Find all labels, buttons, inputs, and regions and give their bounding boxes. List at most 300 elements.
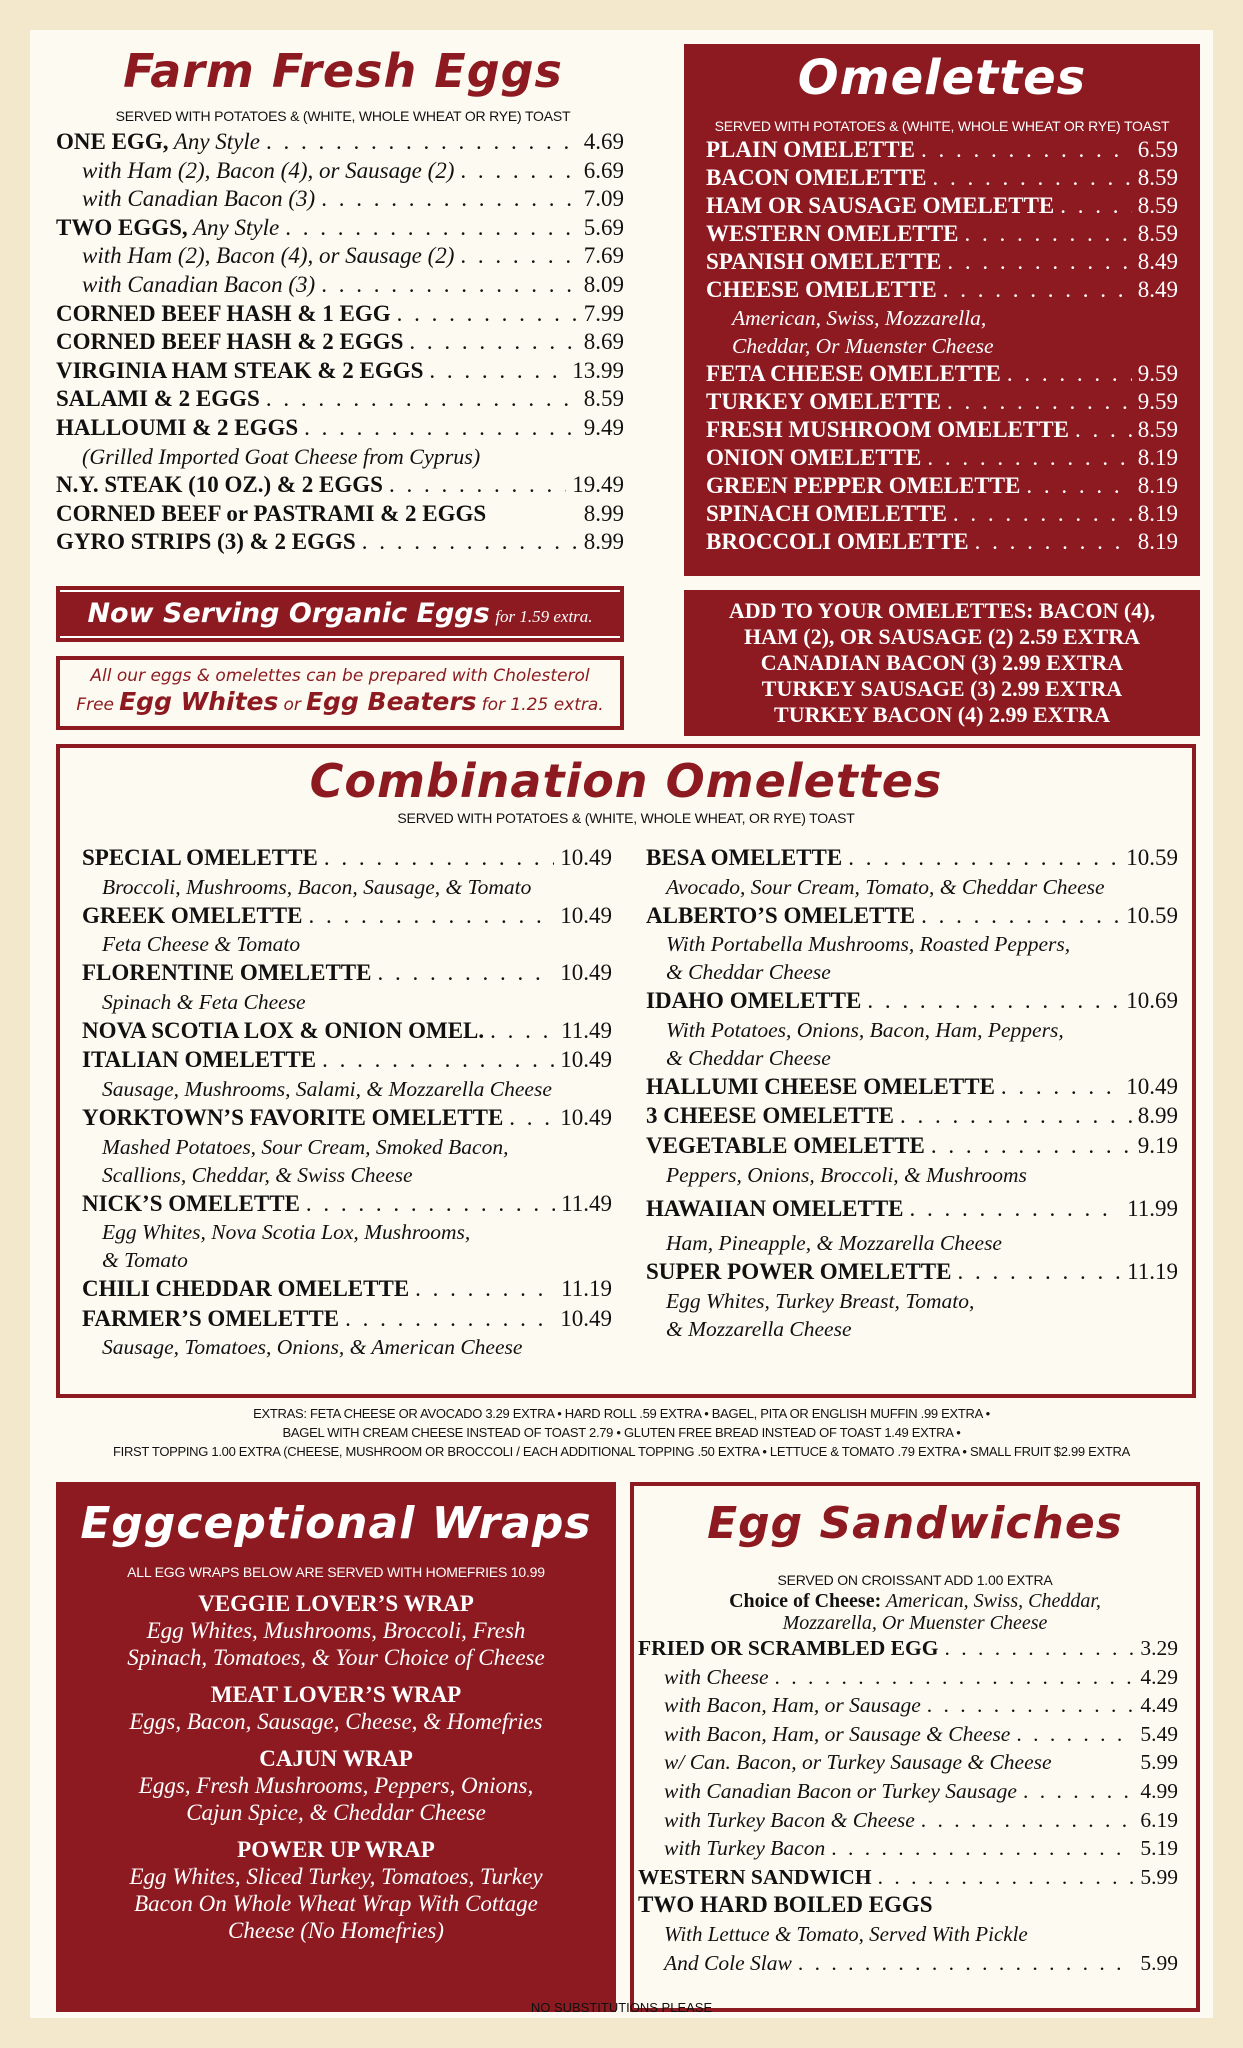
item-price: 11.49 — [561, 1017, 612, 1043]
wrap-description: Egg Whites, Mushrooms, Broccoli, Fresh — [146, 1618, 526, 1643]
leader-dots — [377, 959, 554, 988]
menu-item-row — [706, 220, 1178, 248]
menu-item-row — [638, 1777, 1178, 1806]
menu-item-row — [56, 414, 624, 443]
menu-item-row — [646, 987, 1178, 1016]
item-price: 11.49 — [561, 1190, 612, 1216]
menu-item-row — [56, 528, 624, 557]
leader-dots — [921, 1806, 1135, 1835]
item-title: N.Y. STEAK (10 OZ.) & 2 EGGS — [56, 472, 383, 498]
leader-dots — [964, 220, 1131, 248]
item-title: ONE EGG, — [56, 129, 169, 154]
item-name: SPANISH OMELETTE — [706, 249, 942, 274]
item-name: WESTERN OMELETTE — [706, 221, 959, 246]
add-on-line: TURKEY BACON (4) 2.99 EXTRA — [774, 702, 1110, 727]
leader-dots — [304, 414, 578, 443]
menu-item-row — [82, 1104, 612, 1133]
item-description: Mashed Potatoes, Sour Cream, Smoked Bacon, — [102, 1134, 509, 1159]
egg-sandwiches-section — [630, 1482, 1200, 2012]
item-price: 13.99 — [572, 357, 624, 383]
wrap-name: POWER UP WRAP — [237, 1837, 435, 1862]
choice-of-cheese-text-2: Mozzarella, Or Muenster Cheese — [782, 1612, 1048, 1634]
leader-dots — [1026, 472, 1131, 500]
item-price: 10.49 — [560, 845, 612, 870]
leader-dots — [1001, 1073, 1120, 1102]
leader-dots — [921, 136, 1132, 164]
item-description: Egg Whites, Turkey Breast, Tomato, — [666, 1288, 975, 1313]
item-name — [56, 357, 423, 386]
leader-dots — [1060, 192, 1132, 220]
combo-item — [82, 1104, 612, 1189]
item-name: BESA OMELETTE — [646, 845, 843, 870]
item-name: BACON OMELETTE — [706, 165, 927, 190]
item-title: SALAMI & 2 EGGS — [56, 386, 260, 412]
combination-subtitle: SERVED WITH POTATOES & (WHITE, WHOLE WHEAT, OR RYE) TOAST — [397, 810, 855, 826]
item-name: CHILI CHEDDAR OMELETTE — [82, 1276, 410, 1302]
item-price: 8.59 — [583, 386, 624, 412]
combo-item — [646, 987, 1178, 1072]
menu-item-row — [638, 1663, 1178, 1692]
wrap-name: CAJUN WRAP — [259, 1746, 413, 1771]
item-price: 8.69 — [583, 329, 624, 355]
item-description: & Cheddar Cheese — [666, 960, 831, 985]
item-description: Feta Cheese & Tomato — [102, 932, 301, 957]
item-name: YORKTOWN’S FAVORITE OMELETTE — [82, 1104, 504, 1130]
farm-fresh-eggs-title: Farm Fresh Eggs — [123, 44, 563, 98]
menu-item-row — [706, 416, 1178, 444]
egg-whites-free: Free — [76, 695, 114, 715]
menu-item-row — [646, 1132, 1178, 1161]
combo-item — [646, 1195, 1178, 1258]
extras-line: FIRST TOPPING 1.00 EXTRA (CHEESE, MUSHROOM OR BROCCOLI / EACH ADDITIONAL TOPPING .50 EXTRA • LETTUCE & TOMATO .79 EXTRA • SMALL FRUIT $2.99 EXTRA — [113, 1444, 1130, 1459]
leader-dots — [266, 385, 578, 414]
combination-omelettes-section — [56, 744, 1196, 1398]
item-title: CORNED BEEF HASH & 1 EGG — [56, 300, 391, 326]
item-price: 11.19 — [561, 1276, 612, 1302]
item-price: 10.49 — [560, 1047, 612, 1073]
item-description: American, Swiss, Mozzarella, — [732, 306, 987, 330]
leader-dots — [943, 276, 1132, 304]
item-description: With Potatoes, Onions, Bacon, Ham, Peppers, — [666, 1017, 1064, 1042]
leader-dots — [1016, 1720, 1134, 1749]
menu-item-row — [638, 1949, 1178, 1978]
wrap-description: Cajun Spice, & Cheddar Cheese — [186, 1800, 486, 1825]
combo-item — [646, 844, 1178, 901]
item-title: CORNED BEEF HASH & 2 EGGS — [56, 329, 404, 355]
wrap-name: MEAT LOVER’S WRAP — [210, 1682, 462, 1707]
menu-item-row — [646, 1195, 1178, 1224]
add-ons-box — [684, 590, 1200, 736]
menu-item-row — [646, 1073, 1178, 1102]
item-name: VEGETABLE OMELETTE — [646, 1132, 925, 1158]
leader-dots — [415, 1275, 555, 1304]
item-price: 8.99 — [1137, 1103, 1178, 1129]
leader-dots — [947, 248, 1131, 276]
item-name: GREEK OMELETTE — [82, 902, 303, 928]
menu-item-row — [706, 248, 1178, 276]
menu-item-row — [56, 357, 624, 386]
combo-item — [646, 1102, 1178, 1131]
item-description: Sausage, Mushrooms, Salami, & Mozzarella Cheese — [102, 1076, 552, 1101]
item-name: with Canadian Bacon or Turkey Sausage — [664, 1778, 1017, 1803]
leader-dots — [321, 271, 578, 300]
item-price: 10.49 — [560, 1305, 612, 1331]
item-description: Ham, Pineapple, & Mozzarella Cheese — [666, 1231, 1002, 1256]
item-price: 10.49 — [560, 960, 612, 986]
wrap-description: Bacon On Whole Wheat Wrap With Cottage — [134, 1891, 538, 1916]
leader-dots — [947, 388, 1132, 416]
item-price: 5.99 — [1140, 1750, 1178, 1775]
leader-dots — [306, 1190, 555, 1219]
menu-item-row — [706, 164, 1178, 192]
menu-item-row — [638, 1720, 1178, 1749]
menu-item-row — [56, 500, 624, 529]
item-name: with Canadian Bacon (3) — [82, 186, 316, 212]
leader-dots — [975, 528, 1132, 556]
menu-item-row — [646, 902, 1178, 931]
leader-dots — [345, 1305, 554, 1334]
item-description: Avocado, Sour Cream, Tomato, & Cheddar Cheese — [666, 874, 1105, 899]
leader-dots — [900, 1102, 1132, 1131]
item-description: & Tomato — [102, 1248, 188, 1273]
leader-dots — [944, 1634, 1134, 1663]
omelettes-list — [684, 136, 1200, 556]
item-price: 8.59 — [1137, 221, 1178, 246]
menu-item-row — [646, 844, 1178, 873]
item-price: 8.49 — [1137, 249, 1178, 274]
sandwiches-subtitle: SERVED ON CROISSANT ADD 1.00 EXTRA — [777, 1572, 1053, 1588]
item-name: FETA CHEESE OMELETTE — [706, 361, 1001, 386]
choice-of-cheese-label: Choice of Cheese: — [729, 1590, 882, 1612]
item-name: TWO HARD BOILED EGGS — [638, 1892, 933, 1918]
leader-dots — [1023, 1777, 1134, 1806]
menu-item-row — [706, 472, 1178, 500]
item-name: HALLUMI CHEESE OMELETTE — [646, 1073, 995, 1099]
menu-item-row — [638, 1806, 1178, 1835]
item-price: 11.99 — [1127, 1195, 1178, 1221]
item-price: 3.29 — [1140, 1636, 1178, 1660]
menu-item-row — [646, 1102, 1178, 1131]
item-price: 7.09 — [583, 186, 624, 212]
menu-item-row — [706, 136, 1178, 164]
combo-item — [646, 1073, 1178, 1102]
item-price: 10.59 — [1126, 845, 1178, 870]
item-price: 4.99 — [1140, 1778, 1178, 1803]
item-name: HAM OR SAUSAGE OMELETTE — [706, 193, 1055, 218]
item-price: 6.19 — [1140, 1807, 1178, 1832]
combo-item — [646, 1132, 1178, 1189]
add-ons-list — [684, 598, 1200, 728]
menu-item-row — [82, 902, 612, 931]
leader-dots — [322, 1046, 554, 1075]
wraps-subtitle: ALL EGG WRAPS BELOW ARE SERVED WITH HOMEFRIES 10.99 — [127, 1564, 545, 1580]
leader-dots — [324, 844, 554, 873]
wrap-name: VEGGIE LOVER’S WRAP — [198, 1591, 474, 1616]
item-description: With Portabella Mushrooms, Roasted Peppers, — [666, 932, 1071, 957]
item-price: 10.49 — [560, 1104, 612, 1130]
item-price: 7.99 — [583, 300, 624, 326]
item-name — [56, 414, 298, 443]
item-price: 8.99 — [583, 529, 624, 555]
wraps-title: Eggceptional Wraps — [80, 1498, 592, 1549]
item-price: 8.19 — [1137, 473, 1178, 498]
combo-item — [82, 1190, 612, 1275]
item-name: FRIED OR SCRAMBLED EGG — [638, 1636, 939, 1660]
item-name — [56, 300, 391, 329]
item-price: 9.59 — [1137, 361, 1178, 386]
item-name: SUPER POWER OMELETTE — [646, 1259, 952, 1285]
item-name: with Turkey Bacon & Cheese — [664, 1807, 915, 1832]
item-description: Egg Whites, Nova Scotia Lox, Mushrooms, — [102, 1220, 471, 1245]
footer-note: NO SUBSTITUTIONS PLEASE — [530, 2000, 713, 2015]
item-description: Broccoli, Mushrooms, Bacon, Sausage, & Tomato — [102, 874, 532, 899]
wrap-description: Cheese (No Homefries) — [228, 1918, 444, 1943]
item-price: 8.59 — [1137, 165, 1178, 190]
leader-dots — [308, 902, 554, 931]
wrap-item — [56, 1681, 616, 1735]
item-name: PLAIN OMELETTE — [706, 137, 915, 162]
menu-item-row — [638, 1691, 1178, 1720]
wraps-section — [56, 1482, 616, 2012]
leader-dots — [266, 128, 578, 157]
menu-item-row — [706, 276, 1178, 304]
egg-whites-highlight: Egg Whites — [119, 687, 279, 716]
item-name: FARMER’S OMELETTE — [82, 1305, 340, 1331]
item-price: 6.59 — [1137, 137, 1178, 162]
item-title: HALLOUMI & 2 EGGS — [56, 414, 299, 440]
leader-dots — [957, 1258, 1121, 1287]
menu-item-row — [56, 242, 624, 271]
item-name — [56, 328, 403, 357]
item-description: & Mozzarella Cheese — [666, 1316, 852, 1341]
egg-whites-note — [56, 656, 624, 730]
menu-item-row — [638, 1834, 1178, 1863]
extras-notes — [30, 1404, 1213, 1461]
item-price: 9.19 — [1137, 1132, 1178, 1158]
wrap-item — [56, 1745, 616, 1826]
item-name: BROCCOLI OMELETTE — [706, 529, 969, 554]
wraps-list — [56, 1590, 616, 1944]
item-price: 19.49 — [572, 472, 624, 498]
item-price: 10.49 — [1126, 1073, 1178, 1099]
farm-fresh-eggs-section — [56, 40, 630, 580]
item-price: 8.19 — [1137, 529, 1178, 554]
item-name: with Bacon, Ham, or Sausage — [664, 1693, 921, 1718]
item-title: TWO EGGS, — [56, 214, 188, 240]
menu-item-row — [706, 360, 1178, 388]
combination-title: Combination Omelettes — [309, 754, 943, 808]
egg-whites-extra: for 1.25 extra. — [481, 695, 604, 715]
wrap-item — [56, 1590, 616, 1671]
menu-item-row — [706, 528, 1178, 556]
leader-dots — [362, 528, 578, 557]
omelettes-subtitle: SERVED WITH POTATOES & (WHITE, WHOLE WHEAT OR RYE) TOAST — [714, 118, 1170, 134]
item-name: ALBERTO’S OMELETTE — [646, 902, 916, 928]
item-price: 5.49 — [1140, 1721, 1178, 1746]
item-name: with Bacon, Ham, or Sausage & Cheese — [664, 1721, 1011, 1746]
add-on-line: TURKEY SAUSAGE (3) 2.99 EXTRA — [761, 676, 1123, 701]
menu-item-row — [56, 385, 624, 414]
menu-item-row — [82, 844, 612, 873]
combo-item — [82, 844, 612, 901]
item-name: with Cheese — [664, 1664, 769, 1689]
item-name — [56, 528, 356, 557]
leader-dots — [831, 1834, 1134, 1863]
wrap-description: Eggs, Bacon, Sausage, Cheese, & Homefries — [129, 1709, 543, 1734]
item-price: 5.99 — [1140, 1864, 1178, 1889]
item-name: NOVA SCOTIA LOX & ONION OMEL. — [82, 1017, 485, 1043]
menu-item-row — [706, 444, 1178, 472]
combo-item — [82, 1275, 612, 1304]
item-price: 8.59 — [1137, 193, 1178, 218]
leader-dots — [1075, 416, 1132, 444]
menu-item-row — [82, 1017, 612, 1046]
item-price: 4.69 — [583, 129, 624, 154]
menu-item-row — [638, 1863, 1178, 1892]
wrap-item — [56, 1836, 616, 1944]
item-price: 5.69 — [583, 214, 624, 240]
menu-item-row — [706, 388, 1178, 416]
leader-dots — [867, 987, 1120, 1016]
item-name — [56, 385, 260, 414]
item-price: 8.99 — [583, 500, 624, 526]
egg-beaters-highlight: Egg Beaters — [305, 687, 477, 716]
leader-dots — [1007, 360, 1132, 388]
extras-line: EXTRAS: FETA CHEESE OR AVOCADO 3.29 EXTRA • HARD ROLL .59 EXTRA • BAGEL, PITA OR ENGLISH MUFFIN .99 EXTRA • — [253, 1406, 990, 1421]
item-description: Peppers, Onions, Broccoli, & Mushrooms — [666, 1162, 1027, 1187]
menu-item-row — [638, 1748, 1178, 1777]
menu-item-row — [82, 1275, 612, 1304]
item-name: TURKEY OMELETTE — [706, 389, 941, 414]
menu-item-row — [706, 500, 1178, 528]
add-on-line: ADD TO YOUR OMELETTES: BACON (4), — [728, 598, 1156, 623]
item-title: GYRO STRIPS (3) & 2 EGGS — [56, 529, 356, 555]
extras-line: BAGEL WITH CREAM CHEESE INSTEAD OF TOAST 2.79 • GLUTEN FREE BREAD INSTEAD OF TOAST 1.49 EXTRA • — [282, 1425, 961, 1440]
item-name: 3 CHEESE OMELETTE — [646, 1103, 894, 1129]
item-price: 5.99 — [1140, 1950, 1178, 1975]
choice-of-cheese-text: American, Swiss, Cheddar, — [881, 1590, 1101, 1612]
leader-dots — [798, 1949, 1135, 1978]
item-price: 10.59 — [1126, 902, 1178, 928]
sandwiches-title: Egg Sandwiches — [707, 1498, 1123, 1549]
leader-dots — [460, 242, 577, 271]
item-price: 8.19 — [1137, 445, 1178, 470]
menu-item-row — [82, 1046, 612, 1075]
leader-dots — [389, 471, 566, 500]
menu-item-row — [56, 300, 624, 329]
organic-extra: for 1.59 extra. — [495, 607, 593, 626]
combo-item — [82, 902, 612, 959]
wrap-description: Egg Whites, Sliced Turkey, Tomatoes, Turkey — [129, 1864, 543, 1889]
leader-dots — [775, 1663, 1135, 1692]
item-price: 4.29 — [1140, 1664, 1178, 1689]
item-name: WESTERN SANDWICH — [638, 1864, 872, 1889]
farm-fresh-eggs-list — [56, 128, 630, 557]
menu-item-row — [82, 1190, 612, 1219]
item-name: HAWAIIAN OMELETTE — [646, 1195, 904, 1221]
item-name — [56, 214, 279, 243]
item-price: 7.69 — [583, 243, 624, 269]
item-name — [56, 128, 260, 157]
omelettes-section — [684, 44, 1200, 576]
item-price: 10.49 — [560, 902, 612, 928]
item-price: 9.59 — [1137, 389, 1178, 414]
item-note: Any Style — [168, 129, 261, 154]
item-price: 8.59 — [1137, 417, 1178, 442]
item-name: SPINACH OMELETTE — [706, 501, 947, 526]
item-title: CORNED BEEF or PASTRAMI & 2 EGGS — [56, 500, 487, 526]
combo-item — [646, 1258, 1178, 1343]
item-name: NICK’S OMELETTE — [82, 1190, 300, 1216]
item-name: IDAHO OMELETTE — [646, 988, 862, 1014]
item-price: 9.49 — [583, 414, 624, 440]
menu-item-row — [82, 959, 612, 988]
leader-dots — [409, 328, 577, 357]
item-price: 10.69 — [1126, 988, 1178, 1014]
item-name — [56, 471, 383, 500]
item-price: 6.69 — [583, 157, 624, 183]
wrap-description: Spinach, Tomatoes, & Your Choice of Cheese — [127, 1645, 545, 1670]
combination-left-column — [82, 844, 612, 1362]
item-name: CHEESE OMELETTE — [706, 277, 937, 302]
sandwiches-list — [634, 1634, 1196, 1977]
item-description: Cheddar, Or Muenster Cheese — [732, 334, 994, 358]
leader-dots — [848, 844, 1120, 873]
item-name: w/ Can. Bacon, or Turkey Sausage & Cheese — [664, 1750, 1052, 1775]
item-price: 4.49 — [1140, 1693, 1178, 1718]
combo-item — [646, 902, 1178, 987]
leader-dots — [878, 1863, 1135, 1892]
menu-item-row — [638, 1634, 1178, 1663]
item-description: (Grilled Imported Goat Cheese from Cyprus) — [82, 443, 481, 469]
menu-page — [30, 30, 1213, 2018]
leader-dots — [921, 902, 1120, 931]
item-name: ITALIAN OMELETTE — [82, 1047, 317, 1073]
item-name: with Turkey Bacon — [664, 1836, 826, 1861]
combo-item — [82, 959, 612, 1016]
item-name: with Canadian Bacon (3) — [82, 271, 316, 297]
item-name: And Cole Slaw — [664, 1950, 792, 1975]
farm-fresh-eggs-subtitle: SERVED WITH POTATOES & (WHITE, WHOLE WHEAT OR RYE) TOAST — [115, 108, 571, 124]
item-price: 11.19 — [1127, 1259, 1178, 1285]
item-title: VIRGINIA HAM STEAK & 2 EGGS — [56, 357, 424, 383]
item-price: 8.49 — [1137, 277, 1178, 302]
organic-banner — [56, 586, 624, 642]
item-name: ONION OMELETTE — [706, 445, 922, 470]
item-description: Sausage, Tomatoes, Onions, & American Cheese — [102, 1335, 523, 1360]
combo-item — [82, 1305, 612, 1362]
menu-item-row — [646, 1258, 1178, 1287]
leader-dots — [397, 300, 578, 329]
item-name: FRESH MUSHROOM OMELETTE — [706, 417, 1069, 442]
item-price: 8.19 — [1137, 501, 1178, 526]
add-on-line: CANADIAN BACON (3) 2.99 EXTRA — [760, 650, 1124, 675]
leader-dots — [910, 1195, 1122, 1224]
menu-item-row — [56, 185, 624, 214]
item-name: GREEN PEPPER OMELETTE — [706, 473, 1021, 498]
leader-dots — [460, 157, 577, 186]
menu-item-row — [56, 271, 624, 300]
leader-dots — [927, 444, 1131, 472]
item-price: 8.09 — [583, 271, 624, 297]
organic-main: Now Serving Organic Eggs — [87, 598, 490, 629]
leader-dots — [932, 164, 1131, 192]
item-price: 5.19 — [1140, 1836, 1178, 1861]
item-note: Any Style — [187, 214, 280, 240]
menu-item-row — [56, 214, 624, 243]
item-name: FLORENTINE OMELETTE — [82, 960, 372, 986]
menu-item-row — [56, 328, 624, 357]
